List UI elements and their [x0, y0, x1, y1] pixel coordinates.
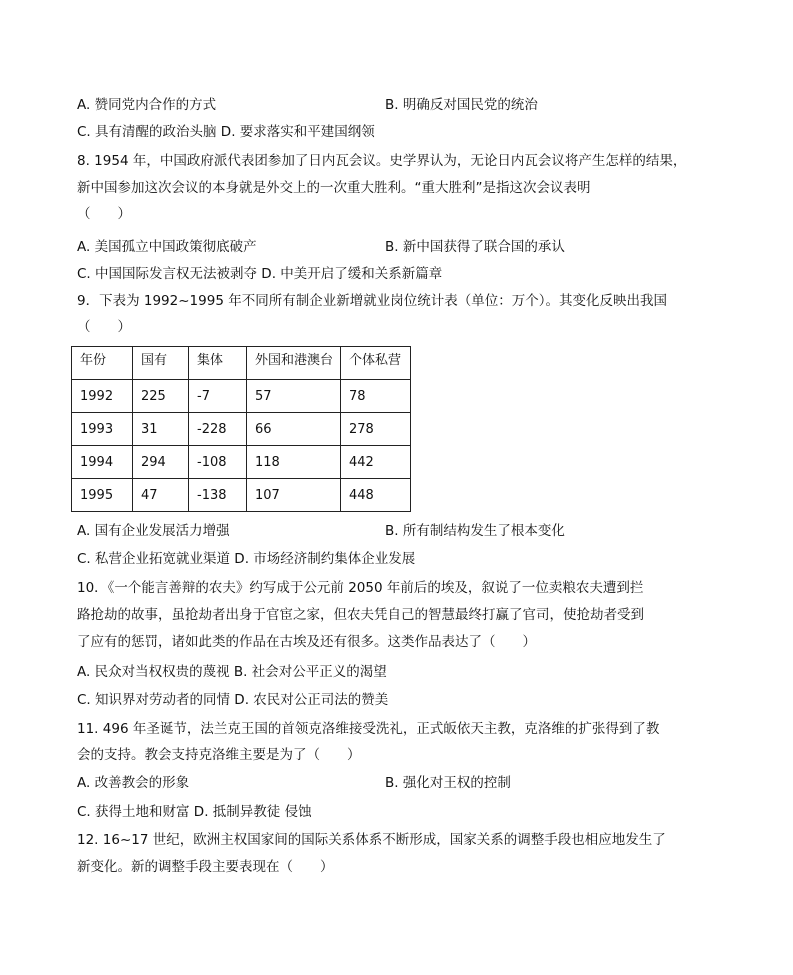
q11-stem-line2: 会的支持。教会支持克洛维主要是为了（ ）	[77, 747, 361, 763]
table-cell: 278	[341, 413, 411, 446]
table-cell: 1993	[72, 413, 133, 446]
table-cell: 31	[133, 413, 189, 446]
q10-stem-line3: 了应有的惩罚，诸如此类的作品在古埃及还有很多。这类作品表达了（ ）	[77, 634, 536, 650]
q11-option-cd: C. 获得土地和财富 D. 抵制异教徒 侵蚀	[77, 804, 312, 820]
table-header-cell: 年份	[72, 347, 133, 380]
q11-option-b: B. 强化对王权的控制	[385, 775, 511, 791]
table-cell: 225	[133, 380, 189, 413]
q10-option-cd: C. 知识界对劳动者的同情 D. 农民对公正司法的赞美	[77, 692, 389, 708]
q8-option-a: A. 美国孤立中国政策彻底破产	[77, 239, 257, 255]
q9-option-b: B. 所有制结构发生了根本变化	[385, 523, 565, 539]
table-cell: 1992	[72, 380, 133, 413]
table-row	[72, 479, 411, 512]
table-cell: 47	[133, 479, 189, 512]
q9-option-a: A. 国有企业发展活力增强	[77, 523, 230, 539]
q8-option-cd: C. 中国国际发言权无法被剥夺 D. 中美开启了缓和关系新篇章	[77, 266, 443, 282]
q11-option-a: A. 改善教会的形象	[77, 775, 190, 791]
q7-option-cd: C. 具有清醒的政治头脑 D. 要求落实和平建国纲领	[77, 124, 375, 140]
table-header-cell: 个体私营	[341, 347, 411, 380]
table-row	[72, 380, 411, 413]
q9-stem-line1: 9．下表为 1992~1995 年不同所有制企业新增就业岗位统计表（单位：万个）。其变化反映出我国	[77, 293, 667, 309]
table-cell: 1995	[72, 479, 133, 512]
table-cell: -7	[189, 380, 247, 413]
table-cell: -108	[189, 446, 247, 479]
q9-option-cd: C. 私营企业拓宽就业渠道 D. 市场经济制约集体企业发展	[77, 551, 416, 567]
q12-stem-line2: 新变化。新的调整手段主要表现在（ ）	[77, 859, 334, 875]
table-header-cell: 集体	[189, 347, 247, 380]
q12-stem-line1: 12. 16~17 世纪，欧洲主权国家间的国际关系体系不断形成，国家关系的调整手段也相应地发生了	[77, 832, 666, 848]
table-cell: 107	[247, 479, 341, 512]
table-header-cell: 国有	[133, 347, 189, 380]
q10-option-ab: A. 民众对当权权贵的蔑视 B. 社会对公平正义的渴望	[77, 664, 387, 680]
table-cell: 1994	[72, 446, 133, 479]
table-cell: -138	[189, 479, 247, 512]
table-cell: 118	[247, 446, 341, 479]
q9-answer-bracket: （ ）	[77, 319, 131, 335]
q10-stem-line2: 路抢劫的故事，虽抢劫者出身于官宦之家，但农夫凭自己的智慧最终打赢了官司，使抢劫者受到	[77, 607, 644, 623]
q7-option-b: B. 明确反对国民党的统治	[385, 97, 538, 113]
q7-option-a: A. 赞同党内合作的方式	[77, 97, 217, 113]
q8-stem-line2: 新中国参加这次会议的本身就是外交上的一次重大胜利。“重大胜利”是指这次会议表明	[77, 180, 591, 196]
table-cell: 78	[341, 380, 411, 413]
table-header-cell: 外国和港澳台	[247, 347, 341, 380]
employment-stats-table	[71, 346, 411, 512]
table-row	[72, 446, 411, 479]
table-row	[72, 413, 411, 446]
q8-stem-line1: 8. 1954 年，中国政府派代表团参加了日内瓦会议。史学界认为，无论日内瓦会议将产生怎样的结果，	[77, 153, 687, 169]
q8-answer-bracket: （ ）	[77, 206, 131, 222]
q11-stem-line1: 11. 496 年圣诞节，法兰克王国的首领克洛维接受洗礼，正式皈依天主教，克洛维的扩张得到了教	[77, 721, 660, 737]
q10-stem-line1: 10．《一个能言善辩的农夫》约写成于公元前 2050 年前后的埃及，叙说了一位卖粮农夫遭到拦	[77, 580, 644, 596]
table-cell: 442	[341, 446, 411, 479]
table-cell: 57	[247, 380, 341, 413]
q8-option-b: B. 新中国获得了联合国的承认	[385, 239, 565, 255]
table-cell: 66	[247, 413, 341, 446]
table-header-row	[72, 347, 411, 380]
table-cell: 294	[133, 446, 189, 479]
table-cell: 448	[341, 479, 411, 512]
table-cell: -228	[189, 413, 247, 446]
